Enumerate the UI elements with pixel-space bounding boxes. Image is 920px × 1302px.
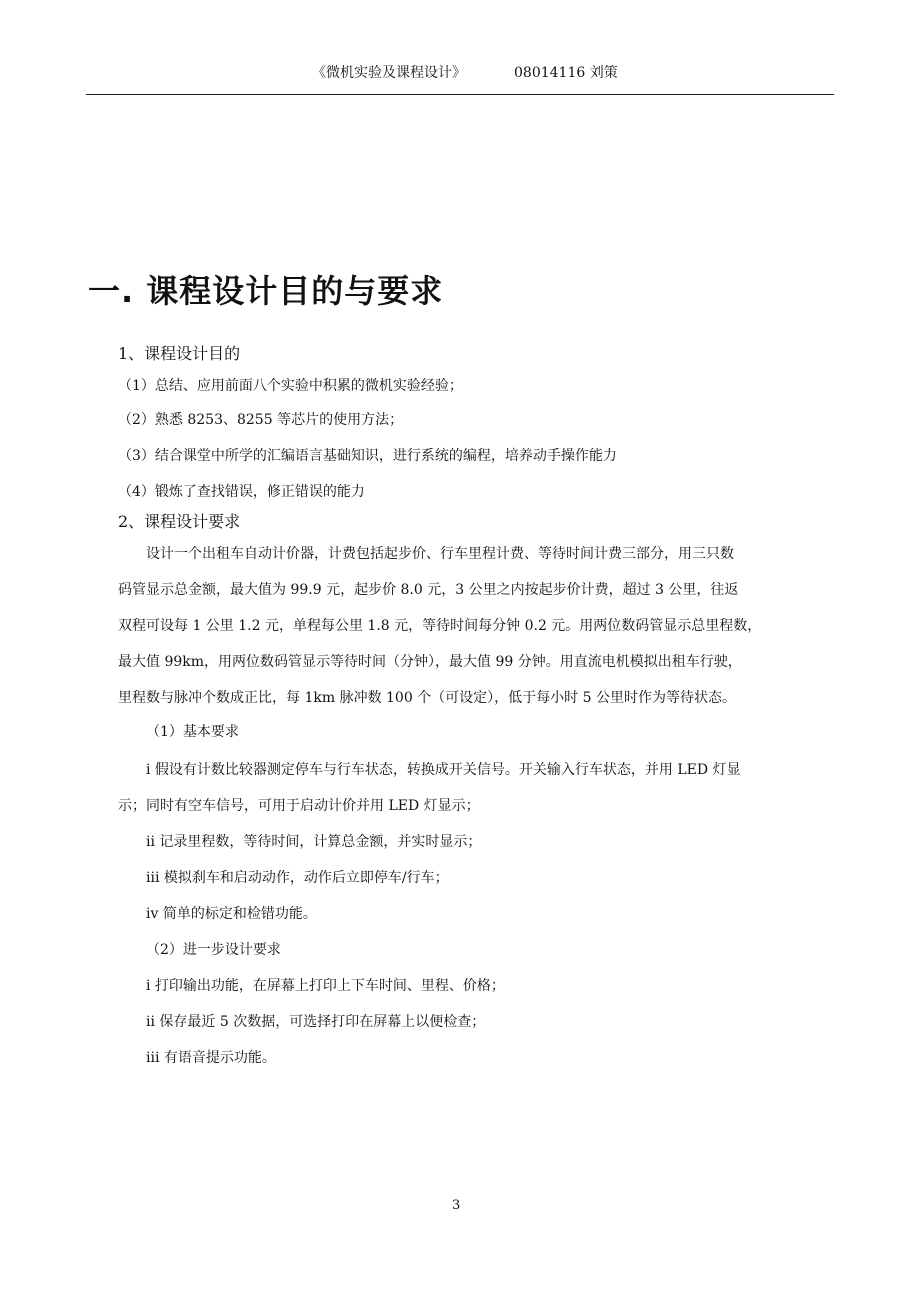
basic-item-2: ii 记录里程数，等待时间，计算总金额，并实时显示； [146,834,482,850]
requirements-paragraph-line-4: 最大值 99km，用两位数码管显示等待时间（分钟），最大值 99 分钟。用直流电机模拟出租车行驶， [118,654,742,670]
purpose-title: 1、课程设计目的 [118,344,241,363]
purpose-item-4: （4）锻炼了查找错误，修正错误的能力 [118,484,365,500]
advanced-item-1: i 打印输出功能，在屏幕上打印上下车时间、里程、价格； [146,978,505,994]
header-divider [86,94,834,95]
purpose-item-1: （1）总结、应用前面八个实验中积累的微机实验经验； [118,378,463,394]
basic-requirements-title: （1）基本要求 [146,724,239,740]
basic-item-1-line-1: i 假设有计数比较器测定停车与行车状态，转换成开关信号。开关输入行车状态，并用 LED 灯显 [146,762,741,778]
requirements-paragraph-line-5: 里程数与脉冲个数成正比，每 1km 脉冲数 100 个（可设定），低于每小时 5 公里时作为等待状态。 [118,690,736,706]
header-title: 《微机实验及课程设计》 [312,65,466,81]
advanced-item-3: iii 有语音提示功能。 [146,1050,276,1066]
section-heading: 一. 课程设计目的与要求 [88,272,444,310]
basic-item-3: iii 模拟刹车和启动动作，动作后立即停车/行车； [146,870,449,886]
page-header [0,62,920,84]
purpose-item-3: （3）结合课堂中所学的汇编语言基础知识，进行系统的编程，培养动手操作能力 [118,448,617,464]
requirements-paragraph-line-2: 码管显示总金额，最大值为 99.9 元，起步价 8.0 元，3 公里之内按起步价计费，超过 3 公里，往返 [118,582,739,598]
requirements-title: 2、课程设计要求 [118,512,241,531]
requirements-paragraph-line-3: 双程可设每 1 公里 1.2 元，单程每公里 1.8 元，等待时间每分钟 0.2 元。用两位数码管显示总里程数， [118,618,762,634]
purpose-item-2: （2）熟悉 8253、8255 等芯片的使用方法； [118,412,404,428]
advanced-item-2: ii 保存最近 5 次数据，可选择打印在屏幕上以便检查； [146,1014,486,1030]
basic-item-4: iv 简单的标定和检错功能。 [146,906,317,922]
header-author: 08014116 刘策 [514,65,618,81]
basic-item-1-line-2: 示；同时有空车信号，可用于启动计价并用 LED 灯显示； [118,798,480,814]
requirements-paragraph-line-1: 设计一个出租车自动计价器，计费包括起步价、行车里程计费、等待时间计费三部分，用三只数 [146,546,734,562]
page-number: 3 [452,1198,461,1213]
advanced-requirements-title: （2）进一步设计要求 [146,942,281,958]
